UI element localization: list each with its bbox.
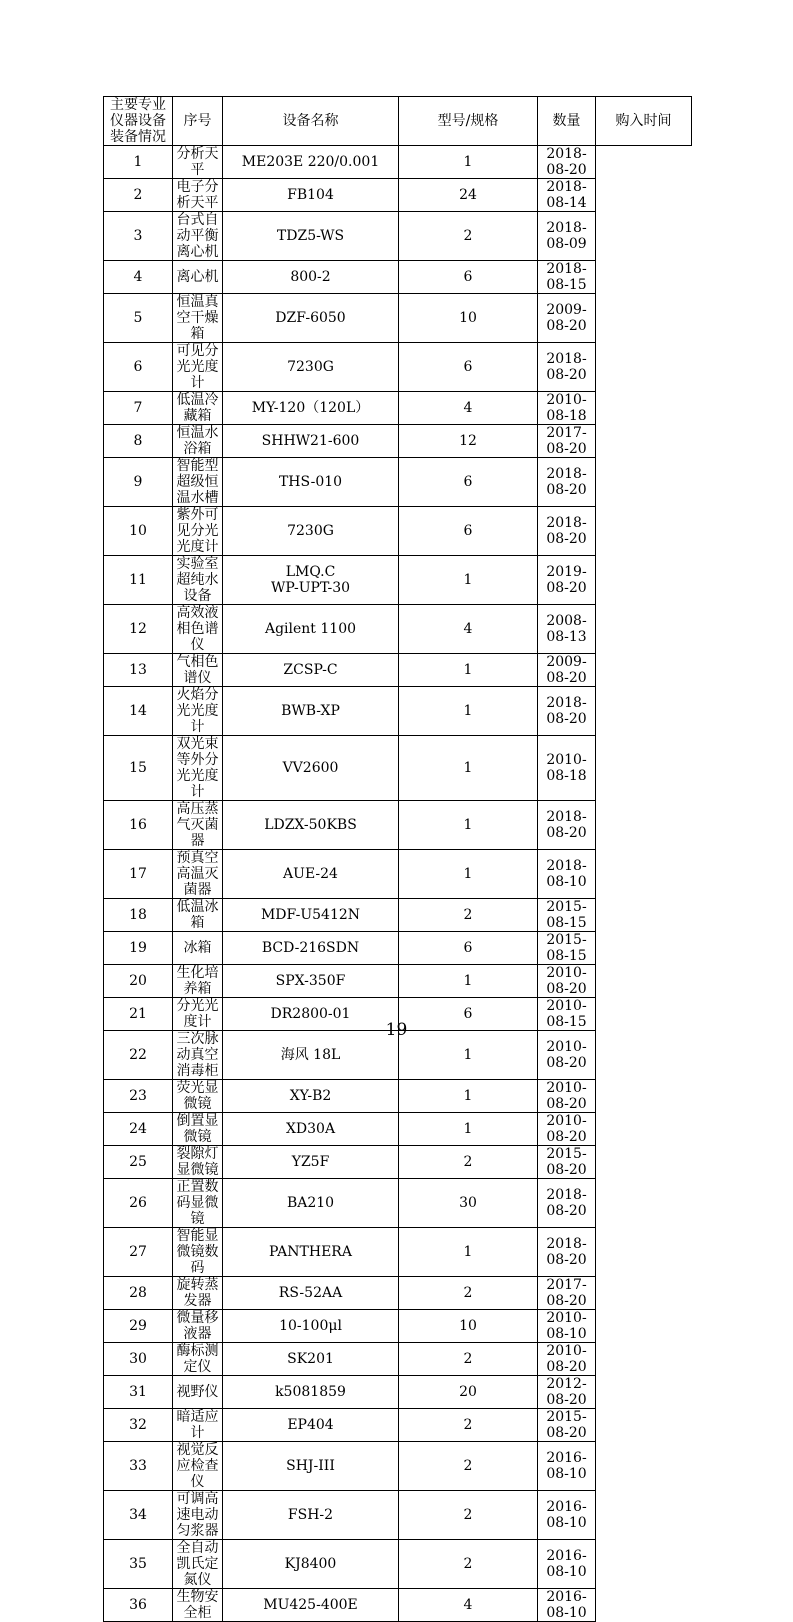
purchase-date: 2015-08-20 <box>538 1146 596 1179</box>
equipment-model: AUE-24 <box>223 850 399 899</box>
equipment-quantity: 1 <box>399 736 538 801</box>
row-number: 11 <box>104 556 173 605</box>
equipment-model: SHJ-III <box>223 1442 399 1491</box>
equipment-name: 冰箱 <box>173 932 223 965</box>
equipment-quantity: 2 <box>399 1491 538 1540</box>
purchase-date: 2018-08-20 <box>538 1179 596 1228</box>
equipment-model: BCD-216SDN <box>223 932 399 965</box>
equipment-model: ZCSP-C <box>223 654 399 687</box>
purchase-date: 2018-08-20 <box>538 343 596 392</box>
page-number: 19 <box>385 1020 408 1040</box>
row-number: 35 <box>104 1540 173 1589</box>
row-number: 2 <box>104 179 173 212</box>
equipment-name: 智能显微镜数码 <box>173 1228 223 1277</box>
equipment-name: 离心机 <box>173 261 223 294</box>
row-number: 1 <box>104 146 173 179</box>
equipment-name: 台式自动平衡离心机 <box>173 212 223 261</box>
section-label-text: 主要专业仪器设备装备情况 <box>110 97 166 145</box>
table-row <box>104 1491 692 1540</box>
row-number: 26 <box>104 1179 173 1228</box>
equipment-quantity: 30 <box>399 1179 538 1228</box>
equipment-name: 低温冰箱 <box>173 899 223 932</box>
table-row <box>104 605 692 654</box>
equipment-model: THS-010 <box>223 458 399 507</box>
row-number: 21 <box>104 998 173 1031</box>
equipment-quantity: 4 <box>399 605 538 654</box>
row-number: 30 <box>104 1343 173 1376</box>
purchase-date: 2010-08-20 <box>538 965 596 998</box>
equipment-name: 旋转蒸发器 <box>173 1277 223 1310</box>
equipment-quantity: 1 <box>399 1080 538 1113</box>
purchase-date: 2018-08-14 <box>538 179 596 212</box>
row-number: 3 <box>104 212 173 261</box>
equipment-model: RS-52AA <box>223 1277 399 1310</box>
purchase-date: 2015-08-20 <box>538 1409 596 1442</box>
table-row <box>104 458 692 507</box>
equipment-quantity: 10 <box>399 1310 538 1343</box>
table-row <box>104 850 692 899</box>
row-number: 23 <box>104 1080 173 1113</box>
purchase-date: 2012-08-20 <box>538 1376 596 1409</box>
equipment-name: 视野仪 <box>173 1376 223 1409</box>
row-number: 29 <box>104 1310 173 1343</box>
table-row <box>104 899 692 932</box>
equipment-model: DR2800-01 <box>223 998 399 1031</box>
purchase-date: 2018-08-20 <box>538 146 596 179</box>
equipment-quantity: 6 <box>399 932 538 965</box>
purchase-date: 2019-08-20 <box>538 556 596 605</box>
purchase-date: 2010-08-18 <box>538 736 596 801</box>
equipment-quantity: 1 <box>399 687 538 736</box>
table-row <box>104 801 692 850</box>
equipment-name: 暗适应计 <box>173 1409 223 1442</box>
table-row <box>104 1113 692 1146</box>
equipment-model: MY-120（120L） <box>223 392 399 425</box>
equipment-quantity: 6 <box>399 507 538 556</box>
equipment-name: 酶标测定仪 <box>173 1343 223 1376</box>
purchase-date: 2018-08-10 <box>538 850 596 899</box>
row-number: 31 <box>104 1376 173 1409</box>
row-number: 14 <box>104 687 173 736</box>
purchase-date: 2010-08-20 <box>538 1080 596 1113</box>
equipment-model: FB104 <box>223 179 399 212</box>
equipment-name: 气相色谱仪 <box>173 654 223 687</box>
equipment-quantity: 12 <box>399 425 538 458</box>
table-row <box>104 1179 692 1228</box>
equipment-name: 裂隙灯显微镜 <box>173 1146 223 1179</box>
row-number: 36 <box>104 1589 173 1622</box>
equipment-model: SK201 <box>223 1343 399 1376</box>
equipment-name: 倒置显微镜 <box>173 1113 223 1146</box>
purchase-date: 2009-08-20 <box>538 654 596 687</box>
purchase-date: 2018-08-09 <box>538 212 596 261</box>
table-row <box>104 1343 692 1376</box>
equipment-name: 分析天平 <box>173 146 223 179</box>
equipment-model: 7230G <box>223 343 399 392</box>
table-row <box>104 1080 692 1113</box>
equipment-name: 可调高速电动匀浆器 <box>173 1491 223 1540</box>
row-number: 24 <box>104 1113 173 1146</box>
equipment-model: SHHW21-600 <box>223 425 399 458</box>
equipment-name: 高效液相色谱仪 <box>173 605 223 654</box>
purchase-date: 2016-08-10 <box>538 1442 596 1491</box>
equipment-quantity: 4 <box>399 1589 538 1622</box>
table-row <box>104 932 692 965</box>
equipment-model: BWB-XP <box>223 687 399 736</box>
row-number: 4 <box>104 261 173 294</box>
equipment-quantity: 10 <box>399 294 538 343</box>
equipment-model: FSH-2 <box>223 1491 399 1540</box>
row-number: 5 <box>104 294 173 343</box>
purchase-date: 2010-08-20 <box>538 1343 596 1376</box>
equipment-model: 海风 18L <box>223 1031 399 1080</box>
equipment-quantity: 1 <box>399 801 538 850</box>
row-number: 16 <box>104 801 173 850</box>
equipment-model: LDZX-50KBS <box>223 801 399 850</box>
equipment-quantity: 24 <box>399 179 538 212</box>
purchase-date: 2010-08-20 <box>538 1113 596 1146</box>
col-header-name: 设备名称 <box>223 97 399 146</box>
equipment-name: 智能型超级恒温水槽 <box>173 458 223 507</box>
equipment-name: 荧光显微镜 <box>173 1080 223 1113</box>
table-row <box>104 1146 692 1179</box>
equipment-quantity: 2 <box>399 1343 538 1376</box>
equipment-name: 紫外可见分光光度计 <box>173 507 223 556</box>
purchase-date: 2015-08-15 <box>538 899 596 932</box>
table-row <box>104 1376 692 1409</box>
equipment-quantity: 2 <box>399 1540 538 1589</box>
row-number: 33 <box>104 1442 173 1491</box>
equipment-quantity: 6 <box>399 458 538 507</box>
table-row <box>104 1409 692 1442</box>
col-header-qty: 数量 <box>538 97 596 146</box>
equipment-model: k5081859 <box>223 1376 399 1409</box>
equipment-name: 视觉反应检查仪 <box>173 1442 223 1491</box>
table-row <box>104 146 692 179</box>
purchase-date: 2018-08-20 <box>538 1228 596 1277</box>
table-row <box>104 654 692 687</box>
purchase-date: 2010-08-10 <box>538 1310 596 1343</box>
table-row <box>104 343 692 392</box>
row-number: 20 <box>104 965 173 998</box>
row-number: 22 <box>104 1031 173 1080</box>
equipment-quantity: 2 <box>399 899 538 932</box>
row-number: 18 <box>104 899 173 932</box>
table-row <box>104 1442 692 1491</box>
equipment-model: SPX-350F <box>223 965 399 998</box>
purchase-date: 2008-08-13 <box>538 605 596 654</box>
equipment-name: 全自动凯氏定氮仪 <box>173 1540 223 1589</box>
table-row <box>104 425 692 458</box>
equipment-model: XY-B2 <box>223 1080 399 1113</box>
table-row <box>104 965 692 998</box>
equipment-quantity: 1 <box>399 654 538 687</box>
header-row <box>104 97 692 146</box>
purchase-date: 2018-08-20 <box>538 458 596 507</box>
row-number: 9 <box>104 458 173 507</box>
table-row <box>104 1589 692 1622</box>
row-number: 15 <box>104 736 173 801</box>
equipment-quantity: 1 <box>399 1113 538 1146</box>
table-row <box>104 179 692 212</box>
purchase-date: 2016-08-10 <box>538 1589 596 1622</box>
equipment-model: YZ5F <box>223 1146 399 1179</box>
purchase-date: 2016-08-10 <box>538 1491 596 1540</box>
row-number: 17 <box>104 850 173 899</box>
equipment-name: 微量移液器 <box>173 1310 223 1343</box>
table-row <box>104 212 692 261</box>
equipment-name: 恒温真空干燥箱 <box>173 294 223 343</box>
table-row <box>104 294 692 343</box>
equipment-model: BA210 <box>223 1179 399 1228</box>
equipment-quantity: 2 <box>399 1442 538 1491</box>
table-row <box>104 556 692 605</box>
purchase-date: 2010-08-15 <box>538 998 596 1031</box>
row-number: 28 <box>104 1277 173 1310</box>
row-number: 34 <box>104 1491 173 1540</box>
row-number: 8 <box>104 425 173 458</box>
table-row <box>104 1228 692 1277</box>
equipment-model: KJ8400 <box>223 1540 399 1589</box>
equipment-model: 800-2 <box>223 261 399 294</box>
section-label <box>104 97 173 146</box>
purchase-date: 2017-08-20 <box>538 1277 596 1310</box>
equipment-name: 双光束等外分光光度 计 <box>173 736 223 801</box>
equipment-quantity: 2 <box>399 1277 538 1310</box>
equipment-name: 电子分析天平 <box>173 179 223 212</box>
equipment-model: Agilent 1100 <box>223 605 399 654</box>
row-number: 27 <box>104 1228 173 1277</box>
equipment-quantity: 4 <box>399 392 538 425</box>
equipment-model: EP404 <box>223 1409 399 1442</box>
table-row <box>104 507 692 556</box>
purchase-date: 2016-08-10 <box>538 1540 596 1589</box>
row-number: 10 <box>104 507 173 556</box>
equipment-name: 实验室超纯水设备 <box>173 556 223 605</box>
equipment-quantity: 2 <box>399 1146 538 1179</box>
equipment-quantity: 2 <box>399 212 538 261</box>
col-header-date: 购入时间 <box>596 97 692 146</box>
equipment-name: 恒温水浴箱 <box>173 425 223 458</box>
table-row <box>104 687 692 736</box>
equipment-name: 三次脉动真空消毒柜 <box>173 1031 223 1080</box>
purchase-date: 2018-08-20 <box>538 801 596 850</box>
purchase-date: 2018-08-20 <box>538 687 596 736</box>
purchase-date: 2017-08-20 <box>538 425 596 458</box>
equipment-name: 生物安全柜 <box>173 1589 223 1622</box>
equipment-quantity: 20 <box>399 1376 538 1409</box>
table-row <box>104 736 692 801</box>
col-header-model: 型号/规格 <box>399 97 538 146</box>
equipment-quantity: 1 <box>399 965 538 998</box>
equipment-quantity: 1 <box>399 1228 538 1277</box>
equipment-model: TDZ5-WS <box>223 212 399 261</box>
equipment-model: PANTHERA <box>223 1228 399 1277</box>
purchase-date: 2009-08-20 <box>538 294 596 343</box>
table-row <box>104 261 692 294</box>
purchase-date: 2010-08-20 <box>538 1031 596 1080</box>
equipment-table <box>103 96 692 1622</box>
equipment-model: MDF-U5412N <box>223 899 399 932</box>
equipment-quantity: 1 <box>399 850 538 899</box>
equipment-quantity: 6 <box>399 261 538 294</box>
equipment-quantity: 1 <box>399 556 538 605</box>
equipment-name: 预真空高温灭菌器 <box>173 850 223 899</box>
row-number: 32 <box>104 1409 173 1442</box>
equipment-model: 10-100μl <box>223 1310 399 1343</box>
row-number: 19 <box>104 932 173 965</box>
purchase-date: 2018-08-20 <box>538 507 596 556</box>
equipment-quantity: 1 <box>399 146 538 179</box>
equipment-name: 高压蒸气灭菌器 <box>173 801 223 850</box>
purchase-date: 2018-08-15 <box>538 261 596 294</box>
equipment-model: VV2600 <box>223 736 399 801</box>
table-row <box>104 392 692 425</box>
table-row <box>104 1277 692 1310</box>
equipment-name: 可见分光光度计 <box>173 343 223 392</box>
row-number: 25 <box>104 1146 173 1179</box>
row-number: 12 <box>104 605 173 654</box>
table-row <box>104 1310 692 1343</box>
equipment-name: 正置数码显微镜 <box>173 1179 223 1228</box>
equipment-quantity: 6 <box>399 343 538 392</box>
purchase-date: 2015-08-15 <box>538 932 596 965</box>
purchase-date: 2010-08-18 <box>538 392 596 425</box>
equipment-quantity: 1 <box>399 1031 538 1080</box>
equipment-quantity: 2 <box>399 1409 538 1442</box>
row-number: 7 <box>104 392 173 425</box>
equipment-model: ME203E 220/0.001 <box>223 146 399 179</box>
row-number: 6 <box>104 343 173 392</box>
equipment-name: 分光光度计 <box>173 998 223 1031</box>
equipment-name: 火焰分光光度计 <box>173 687 223 736</box>
col-header-no: 序号 <box>173 97 223 146</box>
row-number: 13 <box>104 654 173 687</box>
equipment-model: XD30A <box>223 1113 399 1146</box>
equipment-name: 生化培养箱 <box>173 965 223 998</box>
equipment-model: LMQ.C WP-UPT-30 <box>223 556 399 605</box>
table-row <box>104 1540 692 1589</box>
equipment-name: 低温冷藏箱 <box>173 392 223 425</box>
equipment-model: DZF-6050 <box>223 294 399 343</box>
equipment-model: 7230G <box>223 507 399 556</box>
equipment-model: MU425-400E <box>223 1589 399 1622</box>
equipment-quantity: 6 <box>399 998 538 1031</box>
